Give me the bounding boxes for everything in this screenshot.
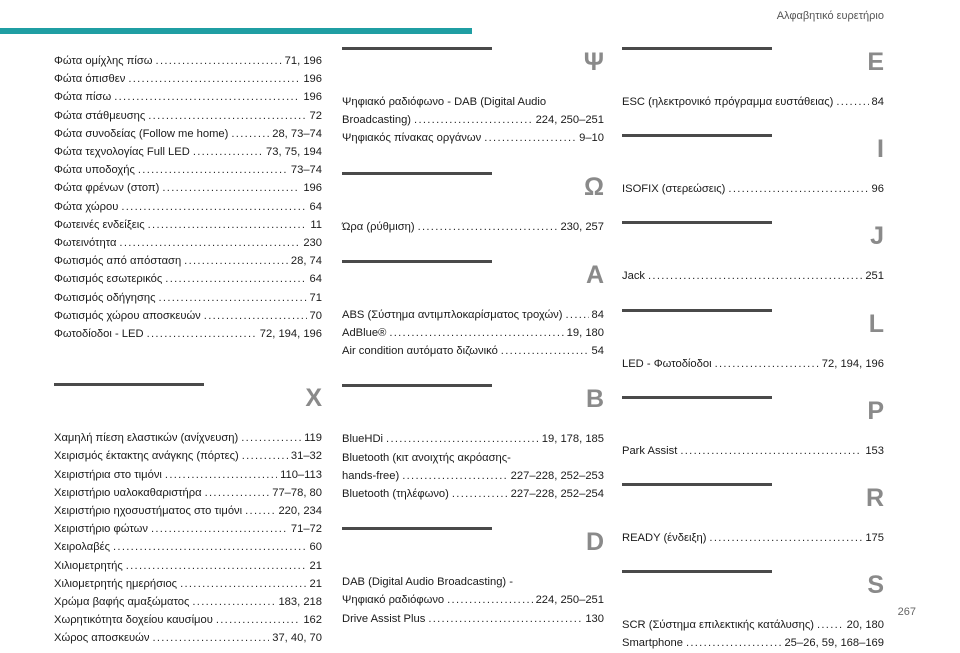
index-entry-term: Broadcasting) xyxy=(342,114,412,127)
index-entry-pages: 11 xyxy=(310,218,322,231)
leader-dots xyxy=(193,143,263,161)
index-entry xyxy=(54,289,322,307)
index-entry-pages: 73, 75, 194 xyxy=(266,146,322,159)
index-entry-term: Φωτοδίοδοι - LED xyxy=(54,328,144,341)
leader-dots xyxy=(128,70,300,88)
index-entry-term: Jack xyxy=(622,270,646,283)
section-letter: J xyxy=(870,222,884,251)
header-accent-bar xyxy=(0,28,472,34)
index-entry xyxy=(54,575,322,593)
index-entry xyxy=(54,198,322,216)
section-header xyxy=(342,527,604,573)
index-entry xyxy=(622,616,884,634)
leader-dots xyxy=(389,324,563,342)
section-letter: S xyxy=(867,571,884,600)
index-entry-term: Χειριστήριο υαλοκαθαριστήρα xyxy=(54,486,202,499)
section-divider xyxy=(622,483,772,486)
leader-dots xyxy=(138,161,288,179)
index-section xyxy=(342,146,604,236)
section-header xyxy=(622,396,884,442)
section-divider xyxy=(54,383,204,386)
index-entry-term: Φωτισμός εσωτερικός xyxy=(54,273,163,286)
section-header xyxy=(622,483,884,529)
leader-dots xyxy=(113,538,307,556)
index-section xyxy=(622,284,884,373)
leader-dots xyxy=(152,629,269,647)
index-entry xyxy=(342,111,604,129)
index-entry xyxy=(342,591,604,609)
index-entry xyxy=(54,179,322,197)
index-entry xyxy=(342,306,604,324)
index-entry-pages: 64 xyxy=(309,200,322,213)
section-header xyxy=(342,384,604,430)
leader-dots xyxy=(414,111,533,129)
leader-dots xyxy=(159,289,307,307)
index-entry xyxy=(54,234,322,252)
index-entry-term: Χώρος αποσκευών xyxy=(54,632,150,645)
index-entry-term: Φώτα συνοδείας (Follow me home) xyxy=(54,127,229,140)
index-entry-pages: 84 xyxy=(591,308,604,321)
index-entry-term: Smartphone xyxy=(622,637,683,650)
section-header xyxy=(622,221,884,267)
section-letter: L xyxy=(868,309,884,338)
index-entry-pages: 60 xyxy=(309,541,322,554)
index-entry-term: Ψηφιακό ραδιόφωνο xyxy=(342,594,445,607)
index-entry-pages: 230, 257 xyxy=(560,220,604,233)
section-divider xyxy=(342,384,492,387)
section-spacer xyxy=(622,371,884,396)
index-entry-pages: 21 xyxy=(309,559,322,572)
section-letter: E xyxy=(867,48,884,76)
leader-dots xyxy=(241,429,301,447)
index-column-1 xyxy=(54,52,322,648)
index-entry-pages: 72, 194, 196 xyxy=(259,328,322,341)
section-letter: Χ xyxy=(305,384,322,413)
index-entry-term: Φώτα τεχνολογίας Full LED xyxy=(54,146,190,159)
section-spacer xyxy=(622,284,884,309)
index-entry-pages: 54 xyxy=(591,345,604,358)
page-number: 267 xyxy=(897,606,916,618)
index-entry-term: Χιλιομετρητής xyxy=(54,559,123,572)
section-divider xyxy=(342,47,492,50)
section-letter: Ψ xyxy=(583,48,604,76)
leader-dots xyxy=(114,88,300,106)
leader-dots xyxy=(147,325,257,343)
index-entry-term: hands-free) xyxy=(342,469,400,482)
section-header xyxy=(54,383,322,429)
index-entry xyxy=(54,520,322,538)
index-entry-pages: 70 xyxy=(309,309,322,322)
index-entry xyxy=(54,125,322,143)
section-header xyxy=(622,47,884,93)
leader-dots xyxy=(156,52,282,70)
section-divider xyxy=(622,309,772,312)
index-entry-term: SCR (Σύστημα επιλεκτικής κατάλυσης) xyxy=(622,619,814,632)
index-entry-term: Χιλιομετρητής ημερήσιος xyxy=(54,577,178,590)
index-entry-pages: 71–72 xyxy=(290,523,322,536)
leader-dots xyxy=(245,502,275,520)
section-divider xyxy=(342,260,492,263)
index-entry-term: Φώτα ομίχλης πίσω xyxy=(54,55,153,67)
index-section xyxy=(342,358,604,503)
index-section xyxy=(622,545,884,652)
section-spacer xyxy=(622,196,884,221)
section-header xyxy=(342,172,604,218)
index-entry-pages: 64 xyxy=(309,273,322,286)
index-entry xyxy=(54,107,322,125)
index-entry-pages: 21 xyxy=(309,577,322,590)
index-entry-term: Park Assist xyxy=(622,444,678,457)
index-entry xyxy=(54,502,322,520)
leader-dots xyxy=(686,634,782,652)
index-entry-pages: 37, 40, 70 xyxy=(272,632,322,645)
index-section xyxy=(342,234,604,361)
index-entry-line: Bluetooth (κιτ ανοιχτής ακρόασης- xyxy=(342,451,511,464)
index-entry xyxy=(54,252,322,270)
index-entry xyxy=(54,88,322,106)
leader-dots xyxy=(165,466,277,484)
index-entry xyxy=(54,216,322,234)
index-entry xyxy=(54,325,322,343)
index-entry-pages: 31–32 xyxy=(290,450,322,463)
section-letter: A xyxy=(585,260,604,289)
leader-dots xyxy=(151,520,288,538)
index-entry xyxy=(342,610,604,628)
index-section xyxy=(622,371,884,460)
leader-dots xyxy=(119,234,300,252)
index-entry-pages: 227–228, 252–254 xyxy=(510,488,604,501)
index-entry-pages: 25–26, 59, 168–169 xyxy=(784,637,884,650)
leader-dots xyxy=(148,107,306,125)
index-entry-pages: 175 xyxy=(865,532,884,545)
leader-dots xyxy=(205,484,270,502)
index-entry-pages: 28, 74 xyxy=(290,255,322,268)
index-entry-pages: 19, 178, 185 xyxy=(541,433,604,446)
index-entry-pages: 196 xyxy=(303,91,322,104)
index-entry-term: ABS (Σύστημα αντιμπλοκαρίσματος τροχών) xyxy=(342,308,563,321)
leader-dots xyxy=(126,557,307,575)
leader-dots xyxy=(184,252,288,270)
index-entry-term: BlueHDi xyxy=(342,433,384,446)
section-letter: I xyxy=(877,135,884,164)
index-entry xyxy=(54,429,322,447)
leader-dots xyxy=(386,430,539,448)
index-entry-pages: 153 xyxy=(865,444,884,457)
index-entry-term: Φώτα πίσω xyxy=(54,91,112,104)
index-entry-pages: 96 xyxy=(871,183,884,196)
index-entry-term: Φώτα χώρου xyxy=(54,200,119,213)
index-entry-term: Φωτεινές ενδείξεις xyxy=(54,218,145,231)
leader-dots xyxy=(162,179,300,197)
index-entry xyxy=(54,557,322,575)
index-entry xyxy=(54,52,322,70)
index-entry xyxy=(342,430,604,448)
index-entry-term: Χρώμα βαφής αμαξώματος xyxy=(54,596,190,609)
index-entry-term: Φωτεινότητα xyxy=(54,237,117,250)
index-entry-term: Φώτα στάθμευσης xyxy=(54,109,146,122)
index-entry-pages: 72, 194, 196 xyxy=(821,357,884,370)
running-head-title: Αλφαβητικό ευρετήριο xyxy=(776,10,884,22)
index-section xyxy=(622,47,884,111)
index-entry xyxy=(54,307,322,325)
section-spacer xyxy=(54,353,322,383)
index-entry-pages: 251 xyxy=(865,270,884,283)
index-entry-pages: 71, 196 xyxy=(284,55,322,67)
index-entry xyxy=(54,611,322,629)
section-divider xyxy=(622,47,772,50)
index-entry-term: Χειρολαβές xyxy=(54,541,111,554)
index-entry-term: Φώτα όπισθεν xyxy=(54,73,126,86)
index-entry-pages: 224, 250–251 xyxy=(535,114,604,127)
index-entry-term: Φωτισμός οδήγησης xyxy=(54,291,156,304)
section-letter: R xyxy=(865,484,884,513)
index-entry-pages: 84 xyxy=(871,96,884,108)
index-entry xyxy=(54,270,322,288)
index-entry-pages: 9–10 xyxy=(579,132,604,145)
index-entry-pages: 72 xyxy=(309,109,322,122)
index-entry-pages: 183, 218 xyxy=(278,596,322,609)
index-entry-pages: 130 xyxy=(585,612,604,625)
index-section xyxy=(622,458,884,547)
leader-dots xyxy=(121,198,306,216)
section-letter: P xyxy=(867,396,884,425)
index-entry-line: Ψηφιακό ραδιόφωνο - DAB (Digital Audio xyxy=(342,96,547,108)
index-column-2 xyxy=(342,47,604,628)
index-entry-term: Φώτα υποδοχής xyxy=(54,164,135,177)
index-entry xyxy=(54,629,322,647)
section-spacer xyxy=(622,109,884,134)
index-entry-pages: 73–74 xyxy=(290,164,322,177)
leader-dots xyxy=(216,611,300,629)
index-entry-pages: 20, 180 xyxy=(846,619,884,632)
index-entry xyxy=(54,484,322,502)
section-divider xyxy=(622,221,772,224)
leader-dots xyxy=(192,593,275,611)
index-entry-term: Χειριστήρια στο τιμόνι xyxy=(54,468,162,481)
leader-dots xyxy=(428,610,582,628)
section-divider xyxy=(622,134,772,137)
index-entry-term: Ώρα (ρύθμιση) xyxy=(342,220,415,233)
index-section xyxy=(342,47,604,148)
index-entry-pages: 110–113 xyxy=(280,468,322,481)
leader-dots xyxy=(165,270,306,288)
index-entry xyxy=(54,466,322,484)
index-entry xyxy=(622,634,884,652)
index-entry-term: Ψηφιακός πίνακας οργάνων xyxy=(342,132,482,145)
index-entry-pages: 230 xyxy=(303,237,322,250)
section-header xyxy=(342,47,604,93)
index-entry-term: Χειρισμός έκτακτης ανάγκης (πόρτες) xyxy=(54,450,239,463)
index-entry-term: LED - Φωτοδίοδοι xyxy=(622,357,712,370)
index-entry-term: ISOFIX (στερεώσεις) xyxy=(622,183,726,196)
section-letter: D xyxy=(585,528,604,557)
index-entry-term: Drive Assist Plus xyxy=(342,612,426,625)
index-entry-pages: 119 xyxy=(304,432,322,445)
leader-dots xyxy=(402,467,507,485)
section-divider xyxy=(622,570,772,573)
index-entry-term: AdBlue® xyxy=(342,327,387,340)
leader-dots xyxy=(148,216,308,234)
index-entry-pages: 196 xyxy=(303,182,322,195)
index-entry-pages: 224, 250–251 xyxy=(535,594,604,607)
index-section xyxy=(622,109,884,198)
section-divider xyxy=(342,527,492,530)
index-entry-term: Χειριστήριο ηχοσυστήματος στο τιμόνι xyxy=(54,505,243,518)
index-entry-term: READY (ένδειξη) xyxy=(622,532,707,545)
index-entry-term: Φώτα φρένων (στοπ) xyxy=(54,182,160,195)
section-header xyxy=(622,134,884,180)
leader-dots xyxy=(447,591,532,609)
section-spacer xyxy=(622,545,884,570)
index-entry xyxy=(342,467,604,485)
section-divider xyxy=(342,172,492,175)
index-entry-term: Bluetooth (τηλέφωνο) xyxy=(342,488,449,501)
index-entry-pages: 227–228, 252–253 xyxy=(510,469,604,482)
index-entry-line: DAB (Digital Audio Broadcasting) - xyxy=(342,576,513,589)
section-letter: Ω xyxy=(583,172,604,201)
section-spacer xyxy=(622,458,884,483)
index-entry xyxy=(54,143,322,161)
leader-dots xyxy=(566,306,589,324)
index-entry-term: Air condition αυτόματο διζωνικό xyxy=(342,345,498,358)
index-entry-term: Χειριστήριο φώτων xyxy=(54,523,148,536)
index-entry xyxy=(54,538,322,556)
section-header xyxy=(342,260,604,306)
index-entry-pages: 71 xyxy=(309,291,322,304)
index-entry xyxy=(54,70,322,88)
leader-dots xyxy=(242,447,288,465)
leader-dots xyxy=(817,616,844,634)
index-entry-pages: 162 xyxy=(303,614,322,627)
section-spacer xyxy=(342,358,604,384)
index-entry xyxy=(54,447,322,465)
index-section xyxy=(54,52,322,343)
index-entry-term: Φωτισμός από απόσταση xyxy=(54,255,182,268)
index-entry-term: Φωτισμός χώρου αποσκευών xyxy=(54,309,201,322)
index-entry-pages: 28, 73–74 xyxy=(272,127,322,140)
leader-dots xyxy=(231,125,269,143)
section-spacer xyxy=(342,501,604,527)
index-column-3 xyxy=(622,47,884,653)
index-entry-term: ESC (ηλεκτρονικό πρόγραμμα ευστάθειας) xyxy=(622,96,834,108)
section-spacer xyxy=(342,234,604,260)
index-entry-term: Χαμηλή πίεση ελαστικών (ανίχνευση) xyxy=(54,432,239,445)
index-entry xyxy=(342,324,604,342)
leader-dots xyxy=(204,307,307,325)
index-entry xyxy=(54,593,322,611)
index-entry-pages: 196 xyxy=(303,73,322,86)
index-entry-pages: 220, 234 xyxy=(278,505,322,518)
section-header xyxy=(622,309,884,355)
index-entry-pages: 19, 180 xyxy=(566,327,604,340)
index-section xyxy=(342,501,604,628)
section-letter: B xyxy=(585,385,604,414)
index-section xyxy=(622,196,884,285)
section-header xyxy=(622,570,884,616)
leader-dots xyxy=(180,575,306,593)
index-entry-pages: 77–78, 80 xyxy=(272,486,322,499)
index-entry-term: Χωρητικότητα δοχείου καυσίμου xyxy=(54,614,213,627)
index-section xyxy=(54,353,322,647)
section-spacer xyxy=(342,146,604,172)
section-divider xyxy=(622,396,772,399)
index-entry xyxy=(54,161,322,179)
